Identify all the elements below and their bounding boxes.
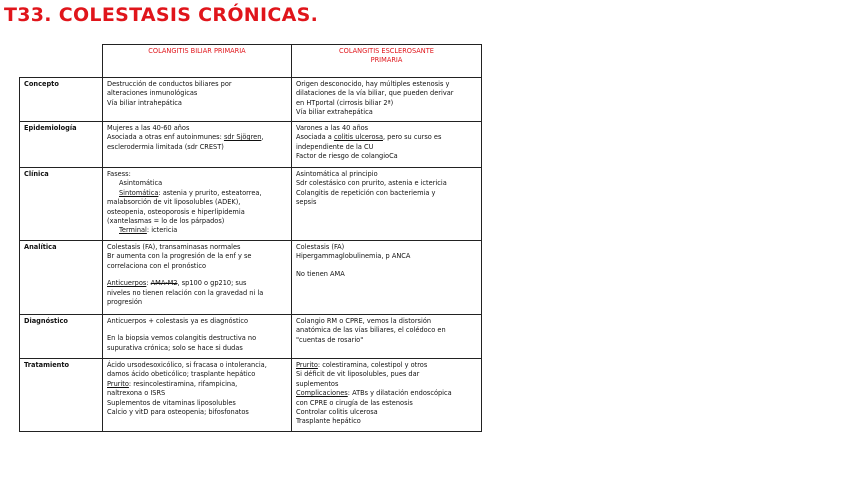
text-line: Colangio RM o CPRE, vemos la distorsión <box>296 317 432 325</box>
text-line: naltrexona o ISRS <box>107 389 166 398</box>
text-fragment: , pero su curso es <box>382 133 442 142</box>
text-line: en HTportal (cirrosis biliar 2ª) <box>296 98 394 107</box>
text-line: damos ácido obeticólico; trasplante hepático <box>107 370 256 379</box>
cell-epidemiologia-cep <box>292 122 482 168</box>
text-line: osteopenia, osteoporosis e hiperlipidemia <box>107 207 245 216</box>
row-clinica <box>20 168 482 241</box>
text-line: supurativa crónica; solo se hace si dudas <box>107 343 243 352</box>
header-row <box>20 45 482 78</box>
text-line: Colestasis (FA) <box>296 243 345 251</box>
cell-clinica-cbp <box>103 168 292 241</box>
text-fragment: : astenia y prurito, esteatorrea, <box>158 188 262 197</box>
text-line: Calcio y vitD para osteopenia; bifosfonatos <box>107 408 249 417</box>
text-line: Vía biliar extrahepática <box>296 108 373 117</box>
text-line: Trasplante hepático <box>296 417 361 426</box>
text-line: independiente de la CU <box>296 142 374 151</box>
text-line: Destrucción de conductos biliares por <box>107 80 232 88</box>
text-line: dilataciones de la vía biliar, que pueden derivar <box>296 89 454 98</box>
text-fragment: Asociada a <box>296 133 334 142</box>
text-line: anatómica de las vías biliares, el colédoco en <box>296 326 446 335</box>
text-line: sepsis <box>296 198 317 207</box>
row-epidemiologia <box>20 122 482 168</box>
row-tratamiento <box>20 359 482 432</box>
text-line: Fasess: <box>107 170 131 178</box>
text-line: niveles no tienen relación con la gravedad ni la <box>107 288 264 297</box>
cell-diagnostico-cbp <box>103 315 292 359</box>
cell-analitica-cbp <box>103 241 292 315</box>
text-line <box>107 226 287 235</box>
underlined-text: Prurito <box>296 361 318 369</box>
text-line: Mujeres a las 40-60 años <box>107 124 190 132</box>
text-line <box>107 279 287 288</box>
text-line: Vía biliar intrahepática <box>107 98 182 107</box>
text-line: Si déficit de vit liposolubles, pues dar <box>296 370 420 379</box>
underlined-text: Anticuerpos <box>107 279 147 288</box>
text-line <box>296 389 477 398</box>
spacer <box>296 262 477 270</box>
underlined-text: sdr Sjögren <box>223 133 262 142</box>
text-line: Br aumenta con la progresión de la enf y se <box>107 252 252 261</box>
text-line: Colestasis (FA), transaminasas normales <box>107 243 241 251</box>
text-line: Origen desconocido, hay múltiples estenosis y <box>296 80 450 88</box>
underlined-text: Terminal <box>119 226 147 235</box>
text-fragment: , sp100 o gp210; sus <box>177 279 247 288</box>
text-line: Varones a las 40 años <box>296 124 369 132</box>
text-line: correlaciona con el pronóstico <box>107 261 206 270</box>
text-line: Asintomática <box>119 179 163 188</box>
row-label-diagnostico: Diagnóstico <box>20 315 103 359</box>
empty-corner-cell <box>20 45 103 78</box>
page-title: T33. COLESTASIS CRÓNICAS. <box>4 4 319 26</box>
column-header-cbp <box>103 45 292 78</box>
cell-tratamiento-cbp <box>103 359 292 432</box>
row-label-epidemiologia: Epidemiología <box>20 122 103 168</box>
text-line: Factor de riesgo de colangioCa <box>296 152 398 161</box>
text-line: Ácido ursodesoxicólico, si fracasa o intolerancia, <box>107 361 267 369</box>
row-label-concepto: Concepto <box>20 78 103 122</box>
cell-diagnostico-cep <box>292 315 482 359</box>
text-line: malabsorción de vit liposolubles (ADEK), <box>107 198 241 207</box>
text-line: progresión <box>107 298 143 307</box>
cell-clinica-cep <box>292 168 482 241</box>
text-line: con CPRE o cirugía de las estenosis <box>296 398 413 407</box>
text-line: Suplementos de vitaminas liposolubles <box>107 398 236 407</box>
underlined-text: Complicaciones <box>296 389 348 398</box>
text-line: Sdr colestásico con prurito, astenia e ictericia <box>296 179 447 188</box>
cell-concepto-cbp <box>103 78 292 122</box>
text-line: Anticuerpos + colestasis ya es diagnóstico <box>107 317 249 325</box>
text-fragment: Asociada a otras enf autoinmunes: <box>107 133 224 142</box>
column-header-cep <box>292 45 482 78</box>
underlined-text: colitis ulcerosa <box>333 133 383 142</box>
text-line: Hipergammaglobulinemia, p ANCA <box>296 252 411 261</box>
cell-epidemiologia-cbp <box>103 122 292 168</box>
text-line: Controlar colitis ulcerosa <box>296 408 378 417</box>
cell-tratamiento-cep <box>292 359 482 432</box>
comparison-table <box>19 44 482 432</box>
underlined-text: Prurito <box>107 379 129 388</box>
text-fragment: , <box>261 133 264 142</box>
text-line: "cuentas de rosario" <box>296 335 364 344</box>
spacer <box>107 326 287 334</box>
cell-analitica-cep <box>292 241 482 315</box>
underlined-text: Sintomática <box>119 188 159 197</box>
text-line: alteraciones inmunológicas <box>107 89 198 98</box>
row-concepto <box>20 78 482 122</box>
text-line: Colangitis de repetición con bacteriemia y <box>296 188 436 197</box>
text-fragment: : resincolestiramina, rifampicina, <box>128 379 238 388</box>
text-line: esclerodermia limitada (sdr CREST) <box>107 142 224 151</box>
text-fragment: : ATBs y dilatación endoscópica <box>347 389 452 398</box>
column-header-cep-line2: PRIMARIA <box>370 56 403 65</box>
cell-concepto-cep <box>292 78 482 122</box>
column-header-cep-line1: COLANGITIS ESCLEROSANTE <box>339 47 434 55</box>
text-line <box>107 133 287 142</box>
text-line <box>107 380 287 389</box>
text-line <box>296 361 477 370</box>
text-line: En la biopsia vemos colangitis destructiva no <box>107 334 257 343</box>
row-analitica <box>20 241 482 315</box>
text-line: Asintomática al principio <box>296 170 378 178</box>
text-fragment: : ictericia <box>146 226 178 235</box>
text-line <box>296 133 477 142</box>
row-diagnostico <box>20 315 482 359</box>
text-line: No tienen AMA <box>296 269 345 278</box>
text-line: (xantelasmas = lo de los párpados) <box>107 217 225 226</box>
strikethrough-text: AMA-M2 <box>150 279 178 288</box>
row-label-tratamiento: Tratamiento <box>20 359 103 432</box>
column-header-cbp-text: COLANGITIS BILIAR PRIMARIA <box>148 47 246 55</box>
row-label-clinica: Clínica <box>20 168 103 241</box>
text-line <box>107 189 287 198</box>
spacer <box>107 271 287 279</box>
text-fragment: : colestiramina, colestipol y otros <box>317 361 428 369</box>
row-label-analitica: Analítica <box>20 241 103 315</box>
text-fragment: : <box>146 279 151 288</box>
text-line: suplementos <box>296 379 339 388</box>
